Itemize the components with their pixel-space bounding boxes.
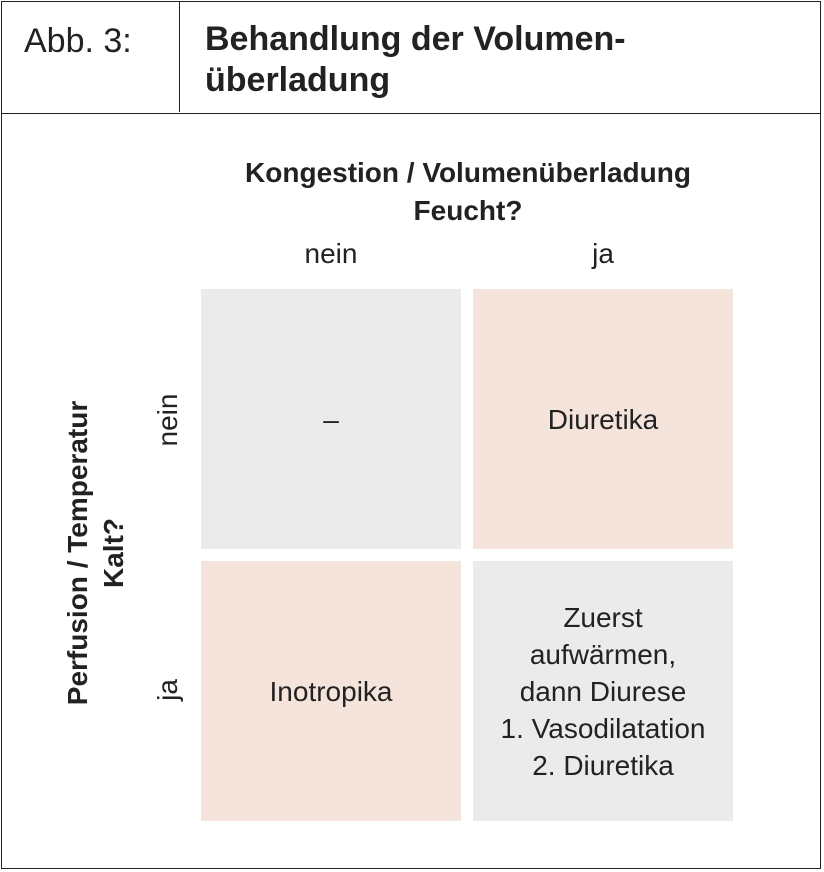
column-axis-title-line-2: Feucht? — [413, 195, 523, 226]
row-axis-title — [60, 303, 132, 803]
figure-label: Abb. 3: — [24, 22, 132, 60]
row-axis-title-line-1: Perfusion / Temperatur — [62, 400, 93, 706]
cell-line: dann Diurese — [519, 675, 687, 707]
cell-line: Zuerst — [563, 601, 643, 633]
cell-kalt-nein-feucht-ja — [473, 289, 733, 549]
cell-text-none: – — [323, 403, 339, 435]
figure-title-line-2: überladung — [205, 61, 391, 99]
figure-label-cell — [2, 2, 180, 112]
figure-header — [2, 2, 820, 114]
cell-line: 1. Vasodilatation — [500, 712, 706, 744]
cell-line: 2. Diuretika — [532, 749, 674, 781]
figure-title — [205, 19, 765, 101]
row-label-ja: ja — [152, 679, 183, 701]
cell-text-diuretika: Diuretika — [547, 403, 659, 435]
column-label-ja: ja — [592, 238, 614, 269]
column-axis-title — [200, 154, 736, 230]
column-label-nein: nein — [304, 238, 358, 269]
column-axis-title-line-1: Kongestion / Volumenüberladung — [245, 157, 691, 188]
cell-line: aufwärmen, — [529, 638, 677, 670]
cell-text-inotropika: Inotropika — [269, 675, 393, 707]
cell-text-multiline — [501, 599, 706, 784]
cell-kalt-nein-feucht-nein — [201, 289, 461, 549]
row-label-nein: nein — [152, 393, 183, 447]
row-axis-title-line-2: Kalt? — [98, 518, 129, 588]
cell-kalt-ja-feucht-nein — [201, 561, 461, 821]
cell-kalt-ja-feucht-ja — [473, 561, 733, 821]
figure-title-line-1: Behandlung der Volumen- — [205, 20, 626, 58]
